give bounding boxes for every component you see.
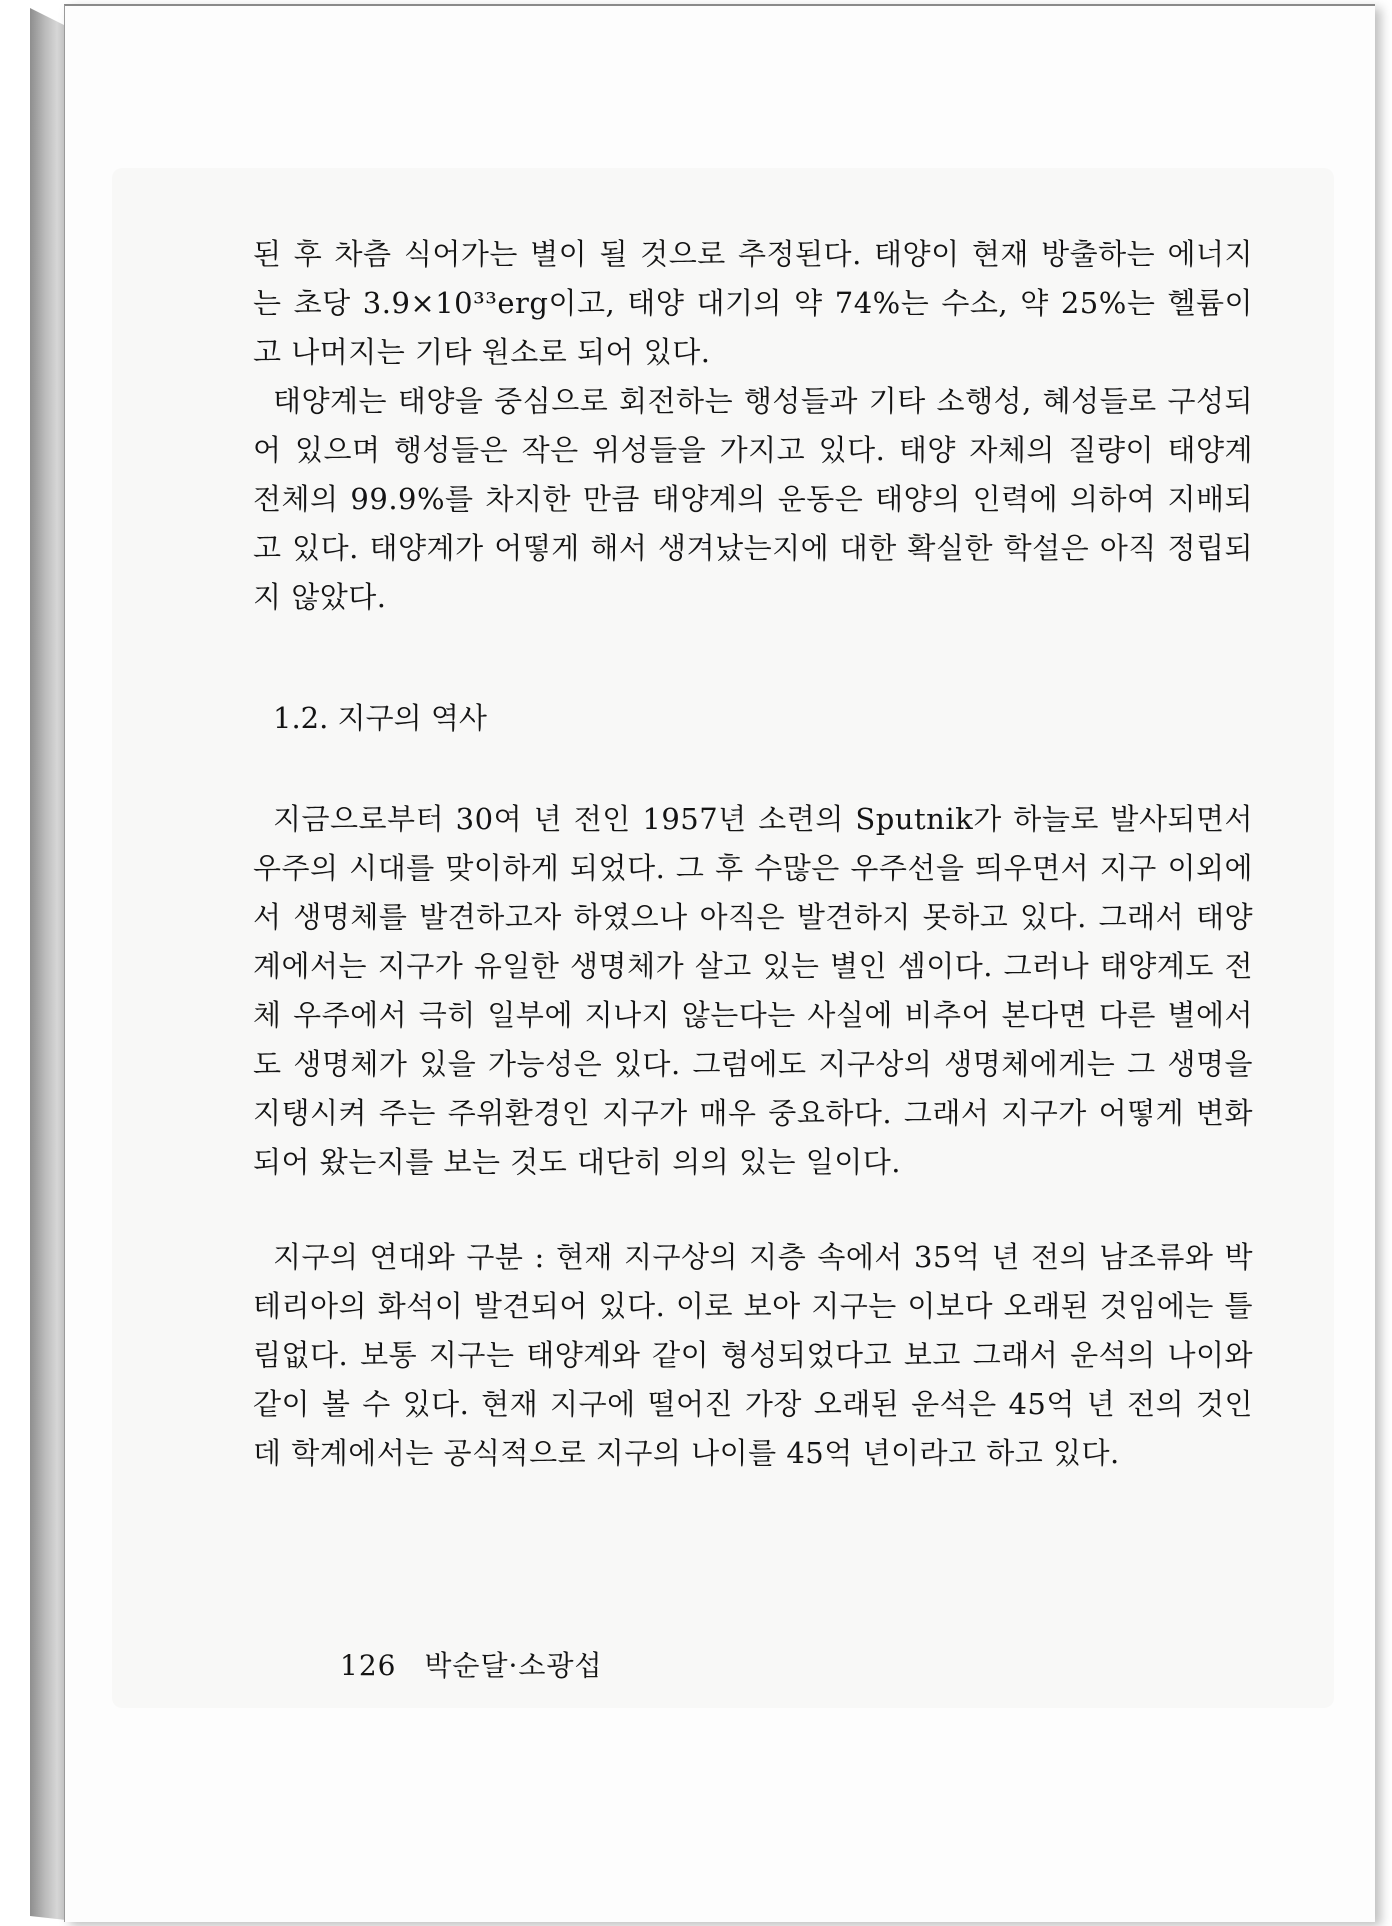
page-footer bbox=[340, 1644, 603, 1684]
paragraph-continuation: 된 후 차츰 식어가는 별이 될 것으로 추정된다. 태양이 현재 방출하는 에너지는 초당 3.9×10³³erg이고, 태양 대기의 약 74%는 수소, 약 25%는 헬륨이고 나머지는 기타 원소로 되어 있다. bbox=[253, 237, 1253, 369]
paragraph-space-age: 지금으로부터 30여 년 전인 1957년 소련의 Sputnik가 하늘로 발사되면서 우주의 시대를 맞이하게 되었다. 그 후 수많은 우주선을 띄우면서 지구 이외에서 생명체를 발견하고자 하였으나 아직은 발견하지 못하고 있다. 그래서 태양계에서는 지구가 유일한 생명체가 살고 있는 별인 셈이다. 그러나 태양계도 전체 우주에서 극히 일부에 지나지 않는다는 사실에 비추어 본다면 다른 별에서도 생명체가 있을 가능성은 있다. 그럼에도 지구상의 생명체에게는 그 생명을 지탱시켜 주는 주위환경인 지구가 매우 중요하다. 그래서 지구가 어떻게 변화되어 왔는지를 보는 것도 대단히 의의 있는 일이다. bbox=[253, 802, 1253, 1179]
footer-authors: 박순달·소광섭 bbox=[424, 1649, 603, 1682]
book-spine bbox=[30, 8, 66, 1920]
section-heading: 1.2. 지구의 역사 bbox=[273, 701, 487, 735]
page-number: 126 bbox=[340, 1649, 397, 1682]
page-content bbox=[253, 230, 1253, 1478]
paragraph-earth-age: 지구의 연대와 구분 : 현재 지구상의 지층 속에서 35억 년 전의 남조류와 박테리아의 화석이 발견되어 있다. 이로 보아 지구는 이보다 오래된 것임에는 틀림없다. 보통 지구는 태양계와 같이 형성되었다고 보고 그래서 운석의 나이와 같이 볼 수 있다. 현재 지구에 떨어진 가장 오래된 운석은 45억 년 전의 것인데 학계에서는 공식적으로 지구의 나이를 45억 년이라고 하고 있다. bbox=[253, 1240, 1253, 1470]
paragraph-solar-system: 태양계는 태양을 중심으로 회전하는 행성들과 기타 소행성, 혜성들로 구성되어 있으며 행성들은 작은 위성들을 가지고 있다. 태양 자체의 질량이 태양계 전체의 99.9%를 차지한 만큼 태양계의 운동은 태양의 인력에 의하여 지배되고 있다. 태양계가 어떻게 해서 생겨났는지에 대한 확실한 학설은 아직 정립되지 않았다. bbox=[253, 384, 1253, 614]
